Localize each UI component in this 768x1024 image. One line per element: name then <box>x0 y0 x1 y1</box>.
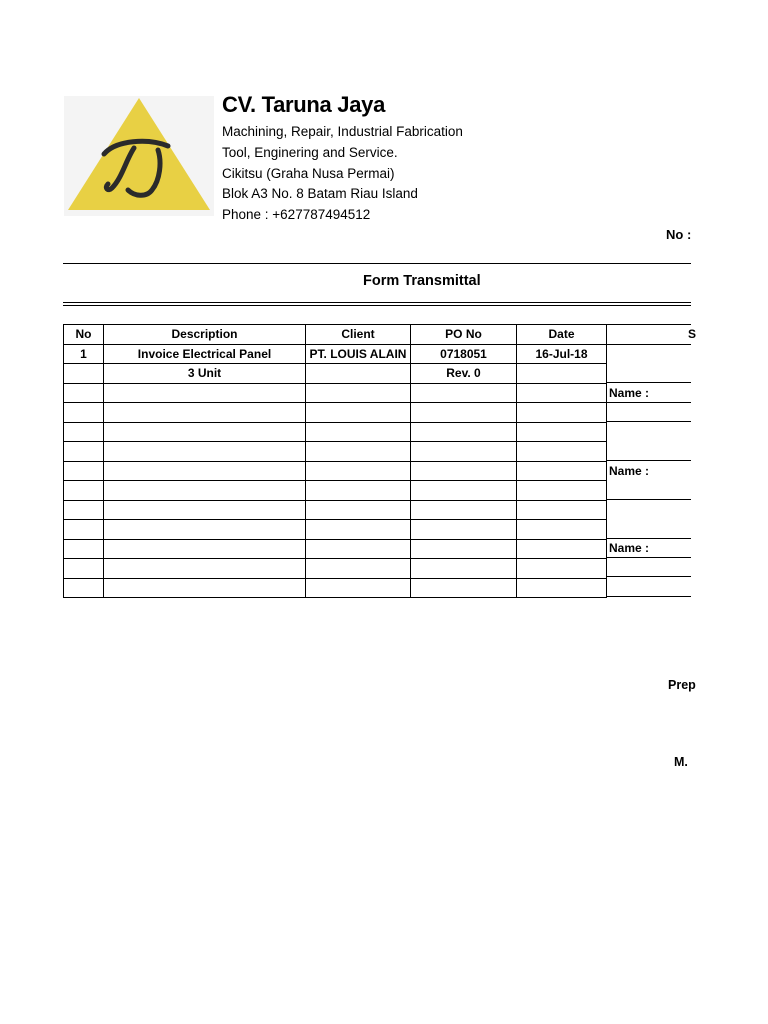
header-date: Date <box>517 325 607 345</box>
table-cell[interactable] <box>411 520 517 540</box>
company-name: CV. Taruna Jaya <box>222 92 386 117</box>
table-row <box>64 344 607 364</box>
table-cell[interactable] <box>517 578 607 598</box>
table-cell[interactable] <box>104 442 306 462</box>
company-services-2: Tool, Enginering and Service. <box>222 145 398 160</box>
signature-column <box>606 324 697 597</box>
table-cell[interactable] <box>104 422 306 442</box>
table-cell[interactable] <box>104 520 306 540</box>
table-cell[interactable] <box>306 364 411 384</box>
table-cell[interactable] <box>104 461 306 481</box>
table-cell[interactable] <box>411 442 517 462</box>
sig-divider <box>606 538 691 539</box>
table-cell[interactable]: 16-Jul-18 <box>517 344 607 364</box>
table-cell[interactable] <box>64 364 104 384</box>
table-cell[interactable] <box>306 442 411 462</box>
table-row <box>64 500 607 520</box>
table-cell[interactable] <box>104 383 306 403</box>
table-cell[interactable] <box>306 500 411 520</box>
table-row <box>64 442 607 462</box>
table-cell[interactable] <box>517 422 607 442</box>
table-row <box>64 383 607 403</box>
table-row <box>64 520 607 540</box>
table-cell[interactable]: Rev. 0 <box>411 364 517 384</box>
table-cell[interactable] <box>306 461 411 481</box>
document-number-label: No : <box>666 227 692 242</box>
prepared-by-label: Prep <box>668 678 696 692</box>
table-cell[interactable] <box>411 481 517 501</box>
table-cell[interactable] <box>104 403 306 423</box>
company-address: Cikitsu (Graha Nusa Permai) <box>222 166 395 181</box>
table-cell[interactable] <box>64 422 104 442</box>
table-cell[interactable]: 0718051 <box>411 344 517 364</box>
name-field-1[interactable] <box>606 402 691 422</box>
table-cell[interactable] <box>517 442 607 462</box>
table-row <box>64 461 607 481</box>
header-no: No <box>64 325 104 345</box>
sig-divider <box>606 382 691 383</box>
table-cell[interactable] <box>517 559 607 579</box>
company-address-2: Blok A3 No. 8 Batam Riau Island <box>222 186 418 201</box>
table-cell[interactable] <box>306 422 411 442</box>
table-cell[interactable] <box>517 383 607 403</box>
table-cell[interactable] <box>64 539 104 559</box>
company-phone: Phone : +627787494512 <box>222 207 371 222</box>
table-cell[interactable] <box>64 383 104 403</box>
form-title: Form Transmittal <box>363 273 481 289</box>
table-cell[interactable] <box>64 559 104 579</box>
signature-header <box>606 324 697 345</box>
table-cell[interactable] <box>517 461 607 481</box>
table-cell[interactable] <box>306 520 411 540</box>
table-cell[interactable] <box>411 500 517 520</box>
table-cell[interactable] <box>517 481 607 501</box>
table-cell[interactable]: Invoice Electrical Panel <box>104 344 306 364</box>
sig-divider <box>606 460 691 461</box>
table-cell[interactable] <box>64 578 104 598</box>
name-label-1: Name : <box>609 386 650 400</box>
company-logo <box>64 96 214 216</box>
sig-divider <box>606 499 691 500</box>
table-row <box>64 559 607 579</box>
table-row <box>64 481 607 501</box>
table-cell[interactable] <box>104 539 306 559</box>
signature-header-label: S <box>688 327 697 341</box>
table-cell[interactable] <box>517 539 607 559</box>
table-cell[interactable] <box>104 559 306 579</box>
table-row <box>64 403 607 423</box>
table-cell[interactable] <box>411 461 517 481</box>
table-cell[interactable] <box>306 383 411 403</box>
table-cell[interactable] <box>64 442 104 462</box>
table-cell[interactable] <box>104 500 306 520</box>
sig-divider <box>606 596 691 597</box>
table-cell[interactable] <box>306 559 411 579</box>
table-row <box>64 539 607 559</box>
company-services: Machining, Repair, Industrial Fabrication <box>222 124 463 139</box>
header-divider <box>63 263 691 264</box>
table-cell[interactable]: PT. LOUIS ALAIN <box>306 344 411 364</box>
table-row <box>64 578 607 598</box>
table-cell[interactable] <box>306 539 411 559</box>
table-cell[interactable] <box>411 403 517 423</box>
table-cell[interactable] <box>517 403 607 423</box>
table-cell[interactable] <box>411 559 517 579</box>
table-cell[interactable] <box>411 578 517 598</box>
table-cell[interactable] <box>64 403 104 423</box>
table-cell[interactable] <box>517 500 607 520</box>
table-header-row <box>64 325 607 345</box>
title-divider-top <box>63 302 691 303</box>
table-cell[interactable]: 3 Unit <box>104 364 306 384</box>
table-cell[interactable] <box>306 403 411 423</box>
name-label-2: Name : <box>609 464 650 478</box>
table-cell[interactable] <box>306 578 411 598</box>
header-client: Client <box>306 325 411 345</box>
header-description: Description <box>104 325 306 345</box>
table-cell[interactable] <box>64 500 104 520</box>
table-cell[interactable] <box>64 461 104 481</box>
table-row <box>64 422 607 442</box>
table-cell[interactable]: 1 <box>64 344 104 364</box>
header-po-no: PO No <box>411 325 517 345</box>
title-divider-bottom <box>63 305 691 306</box>
table-cell[interactable] <box>517 364 607 384</box>
table-cell[interactable] <box>104 578 306 598</box>
table-row <box>64 364 607 384</box>
transmittal-table <box>63 324 607 598</box>
table-cell[interactable] <box>64 520 104 540</box>
signatory-name: M. <box>674 755 688 769</box>
name-field-3[interactable] <box>606 557 691 577</box>
table-cell[interactable] <box>517 520 607 540</box>
table-cell[interactable] <box>306 481 411 501</box>
table-cell[interactable] <box>411 422 517 442</box>
table-cell[interactable] <box>411 383 517 403</box>
name-label-3: Name : <box>609 541 650 555</box>
table-cell[interactable] <box>64 481 104 501</box>
table-cell[interactable] <box>411 539 517 559</box>
table-cell[interactable] <box>104 481 306 501</box>
